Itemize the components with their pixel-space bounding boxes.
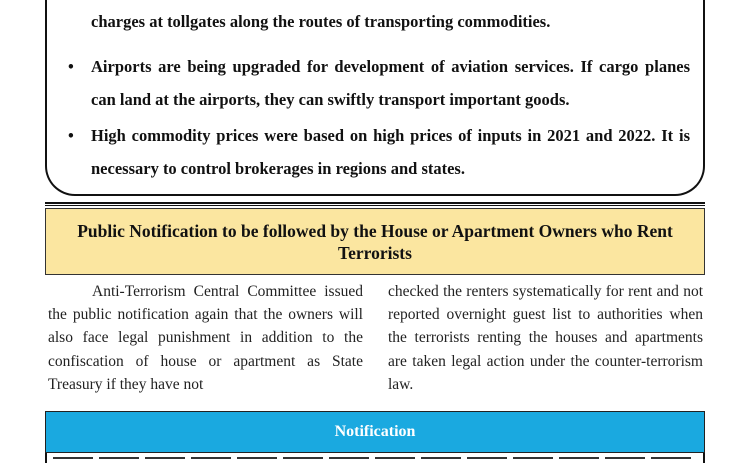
bullet-item-airports (65, 50, 690, 116)
article-body (48, 280, 703, 396)
bullet-list (65, 50, 690, 188)
article-headline (45, 208, 705, 275)
bullet-item-prices (65, 119, 690, 185)
headline-text: Public Notification to be followed by the House or Apartment Owners who Rent Terrorists (77, 220, 673, 263)
cut-off-text-line (53, 457, 697, 459)
notification-box-edge (45, 453, 705, 463)
article-paragraph-left: Anti-Terrorism Central Committee issued the public notification again that the owners will also face legal punishment in addition to the confiscation of house or apartment as State Treasury if they have not (48, 283, 363, 393)
article-column-left (48, 280, 363, 396)
bullet-dot-icon: • (68, 126, 74, 145)
bullet-text: Airports are being upgraded for development of aviation services. If cargo planes can land at the airports, they can swiftly transport important goods. (91, 57, 690, 109)
bullet-continuation-line: charges at tollgates along the routes of transporting commodities. (91, 12, 551, 31)
bullet-dot-icon: • (68, 57, 74, 76)
article-column-right (388, 280, 703, 396)
article-paragraph-right: checked the renters systematically for rent and not reported overnight guest list to authorities when the terrorists renting the houses and apartments are taken legal action under the counter-terrorism law. (388, 283, 703, 393)
section-divider (45, 202, 705, 206)
notification-title: Notification (334, 423, 416, 440)
notification-header (45, 411, 705, 453)
bullet-text: High commodity prices were based on high prices of inputs in 2021 and 2022. It is necessary to control brokerages in regions and states. (91, 126, 690, 178)
